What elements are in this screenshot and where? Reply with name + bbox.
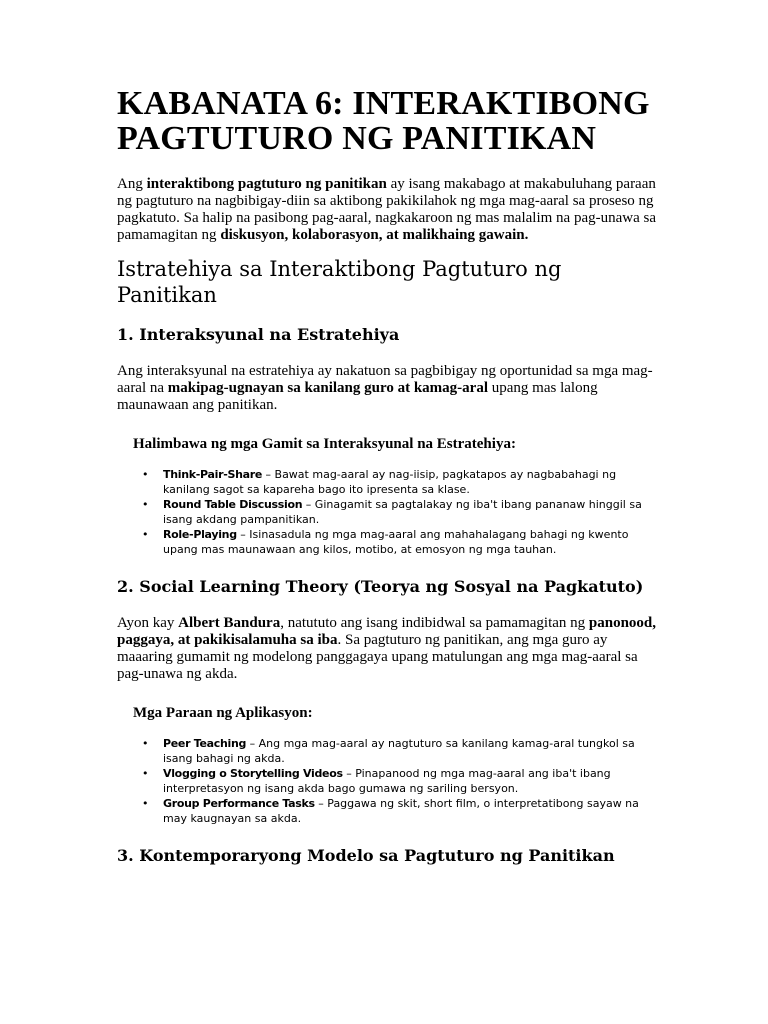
list-item: • Vlogging o Storytelling Videos – Pinapanood ng mga mag-aaral ang iba't ibang interpretasyon ng isang akda bago gumawa ng sariling bersyon.: [142, 767, 611, 795]
s1-sub-heading: Halimbawa ng mga Gamit sa Interaksyunal na Estratehiya:: [133, 436, 516, 452]
chapter-title: KABANATA 6: INTERAKTIBONG PAGTUTURO NG PANITIKAN: [117, 85, 650, 157]
s2-heading: 2. Social Learning Theory (Teorya ng Sosyal na Pagkatuto): [117, 577, 644, 596]
document-page: [117, 86, 657, 884]
s3-heading: 3. Kontemporaryong Modelo sa Pagtuturo ng Panitikan: [117, 846, 615, 865]
bullet-icon: •: [142, 498, 149, 511]
s1-heading: 1. Interaksyunal na Estratehiya: [117, 325, 400, 344]
list-item: • Role-Playing – Isinasadula ng mga mag-aaral ang mahahalagang bahagi ng kwento upang mas maunawaan ang kilos, motibo, at emosyon ng mga tauhan.: [142, 528, 629, 556]
s2-bullet-list: [117, 736, 657, 826]
list-item: • Peer Teaching – Ang mga mag-aaral ay nagtuturo sa kanilang kamag-aral tungkol sa isang bahagi ng akda.: [142, 737, 635, 765]
section-heading: Istratehiya sa Interaktibong Pagtuturo ng Panitikan: [117, 257, 562, 307]
list-item: • Think-Pair-Share – Bawat mag-aaral ay nag-iisip, pagkatapos ay nagbabahagi ng kanilang sagot sa kapareha bago ito ipresenta sa klase.: [142, 468, 617, 496]
bullet-icon: •: [142, 797, 149, 810]
intro-bold-1: interaktibong pagtuturo ng panitikan: [146, 176, 387, 192]
bullet-icon: •: [142, 737, 149, 750]
s1-bullet-list: [117, 467, 657, 557]
bullet-icon: •: [142, 767, 149, 780]
list-item: • Round Table Discussion – Ginagamit sa pagtalakay ng iba't ibang pananaw hinggil sa isang akdang pampanitikan.: [142, 498, 642, 526]
bullet-icon: •: [142, 468, 149, 481]
list-item: • Group Performance Tasks – Paggawa ng skit, short film, o interpretatibong sayaw na may kaugnayan sa akda.: [142, 797, 639, 825]
s2-sub-heading: Mga Paraan ng Aplikasyon:: [133, 705, 313, 721]
bullet-icon: •: [142, 528, 149, 541]
s1-paragraph: Ang interaksyunal na estratehiya ay nakatuon sa pagbibigay ng oportunidad sa mga mag-aaral na makipag-ugnayan sa kanilang guro at kamag-aral upang mas lalong maunawaan ang panitikan.: [117, 363, 653, 413]
intro-paragraph: Ang interaktibong pagtuturo ng panitikan ay isang makabago at makabuluhang paraan ng pagtuturo na nagbibigay-diin sa aktibong pakikilahok ng mga mag-aaral sa proseso ng pagkatuto. Sa halip na pasibong pag-aaral, nagkakaroon ng mas malalim na pag-unawa sa pamamagitan ng diskusyon, kolaborasyon, at malikhaing gawain.: [117, 176, 656, 243]
s2-paragraph: Ayon kay Albert Bandura, natututo ang isang indibidwal sa pamamagitan ng panonood, paggaya, at pakikisalamuha sa iba. Sa pagtuturo ng panitikan, ang mga guro ay maaaring gumamit ng modelong panggagaya upang matulungan ang mga mag-aaral sa pag-unawa ng akda.: [117, 615, 657, 682]
intro-bold-2: diskusyon, kolaborasyon, at malikhaing gawain.: [220, 227, 529, 243]
